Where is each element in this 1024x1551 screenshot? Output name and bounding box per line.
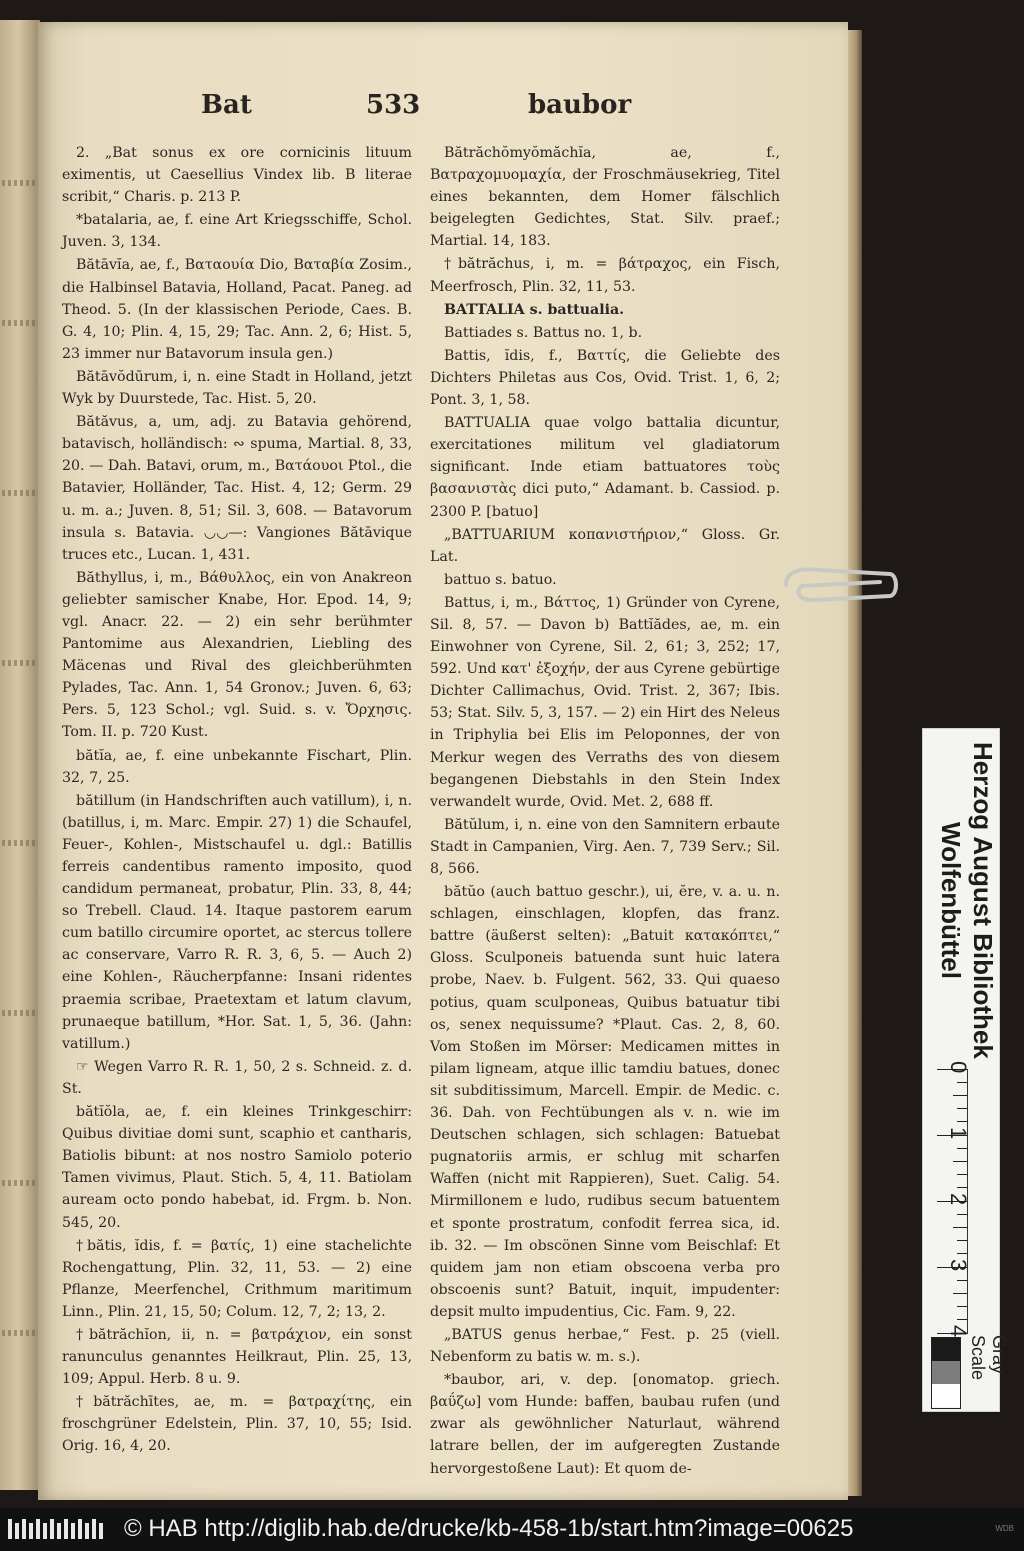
dictionary-entry: ☞ Wegen Varro R. R. 1, 50, 2 s. Schneid. z. d. St.: [62, 1058, 412, 1097]
gray-scale-label: Gray Scale: [968, 1335, 1009, 1381]
copyright-bar: [0, 1508, 1024, 1551]
dictionary-entry: 2. „Bat sonus ex ore cornicinis lituum eximentis, ut Caesellius Vindex lib. B literae scribit,“ Charis. p. 213 P.: [62, 145, 412, 206]
left-column: [62, 142, 412, 1458]
dictionary-entry: bătĭa, ae, f. eine unbekannte Fischart, Plin. 32, 7, 25.: [62, 747, 412, 786]
corner-mark: WDB: [995, 1524, 1014, 1533]
dictionary-entry: Bătrăchŏmyŏmăchĭa, ae, f., Βατραχομυομαχία, der Froschmäusekrieg, Titel eines bekannten, dem Homer fälschlich beigelegten Gedichtes, Stat. Silv. praef.; Martial. 14, 183.: [430, 145, 780, 250]
page-number: 533: [366, 90, 421, 120]
dictionary-entry: Băthyllus, i, m., Βάθυλλος, ein von Anakreon geliebter samischer Knabe, Hor. Epod. 14, 9; vgl. Anacr. 22. — 2) ein sehr berühmter Pantomime aus Alexandrien, Liebling des Mäcenas und Rival des gleichberühmten Pylades, Tac. Ann. 1, 54 Gronov.; Juven. 6, 63; Pers. 5, 123 Schol.; vgl. Suid. s. v. Ὄρχησις. Tom. II. p. 720 Kust.: [62, 569, 412, 741]
dictionary-entry: Battiades s. Battus no. 1, b.: [444, 324, 643, 341]
book-page: [38, 22, 848, 1500]
scale-number: 3: [946, 1259, 971, 1272]
dictionary-entry: *batalaria, ae, f. eine Art Kriegsschiffe, Schol. Juven. 3, 134.: [62, 212, 412, 251]
dictionary-entry: †bătrăchĭon, ii, n. = βατράχιον, ein sonst ranunculus genanntes Heilkraut, Plin. 25, 13, 109; Appul. Herb. 8 u. 9.: [62, 1326, 412, 1388]
hab-logo-icon: [6, 1516, 110, 1542]
scale-ruler: [923, 1061, 971, 1338]
scale-number: 0: [946, 1061, 971, 1074]
dictionary-entry: „BATTUARIUM κοπανιστήριον,“ Gloss. Gr. Lat.: [430, 526, 780, 565]
facing-page-edge: [0, 20, 40, 1490]
gray-swatches: [931, 1337, 961, 1409]
dictionary-entry: battuo s. batuo.: [444, 571, 557, 588]
dictionary-entry: †bătrăchītes, ae, m. = βατραχίτης, ein froschgrüner Edelstein, Plin. 37, 10, 55; Isid. Orig. 16, 4, 20.: [62, 1394, 412, 1455]
dictionary-entry: *baubor, ari, v. dep. [onomatop. griech. βαΰζω] vom Hunde: baffen, baubau rufen (und zwar als gewöhnlicher Naturlaut, während latrare bellen, der im aufgeregten Zustande hervorgestoßene Laut): Et quom de-: [430, 1372, 780, 1477]
dictionary-entry: Battis, ĭdis, f., Βαττίς, die Geliebte des Dichters Philetas aus Cos, Ovid. Trist. 1, 6, 2; Pont. 3, 1, 58.: [430, 347, 780, 409]
dictionary-entry: bătĭŏla, ae, f. ein kleines Trinkgeschirr: Quibus divitiae domi sunt, scaphio et cantharis, Batiolis bibunt: at nos nostro Samiolo poterio Tamen vivimus, Plaut. Stich. 5, 4, 11. Batiolam auream octo pondo habebat, id. Frgm. b. Non. 545, 20.: [62, 1104, 412, 1231]
color-calibration-card: [922, 728, 1009, 1412]
dictionary-entry: bătillum (in Handschriften auch vatillum), i, n. (batillus, i, m. Marc. Empir. 27) 1) die Schaufel, Feuer-, Kohlen-, Mistschaufel u. dgl.: Batillis ferreis candentibus ramento imposito, quod candidum permaneat, probatur, Plin. 33, 8, 44; so Trebell. Claud. 14. Itaque pastorem earum cum batillo circumire oportet, ac stercus tollere ac conservare, Varro R. R. 3, 6, 5. — Auch 2) eine Kohlen-, Räucherpfanne: Insani ridentes praemia scribae, Praetextam et latum clavum, prunaeque batillum, *Hor. Sat. 1, 5, 36. (Jahn: vatillum.): [62, 792, 412, 1052]
scale-number: 2: [946, 1193, 971, 1206]
dictionary-entry: bătŭo (auch battuo geschr.), ui, ĕre, v. a. u. n. schlagen, einschlagen, klopfen, das franz. battre (äußerst selten): „Batuit κατακόπτει,“ Gloss. Sculponeis batuenda sunt huic latera probe, Naev. b. Fulgent. 562, 33. Qui quaeso potius, quam sculponeas, Quibus batuatur tibi os, senex nequissume? *Plaut. Cas. 2, 8, 60. Vom Stoßen im Mörser: Medicamen mittes in pilam ligneam, atque illic tamdiu batues, donec sit subditissimum, Marcell. Empir. de Medic. c. 36. Dah. von Fechtübungen als v. n. wie im Deutschen schlagen, sich schlagen: Batuebat pugnatoriis armis, er schlug mit scharfen Waffen (nicht mit Rappieren), Suet. Calig. 54. Mirmillonem e ludo, rudibus secum batuentem et sponte prostratum, confodit ferrea sica, id. ib. 32. — Im obscönen Sinne vom Beischlaf: Et quidem jam non etiam obscoena verba pro obscoenis sunt? Batuit, inquit, impudenter: depsit multo impudentius, Cic. Fam. 9, 22.: [430, 884, 780, 1320]
copyright-text: © HAB http://diglib.hab.de/drucke/kb-458-1b/start.htm?image=00625: [124, 1515, 854, 1542]
scale-number: 4: [946, 1325, 971, 1338]
gray-swatch: [932, 1384, 960, 1407]
dictionary-entry: Bătāvĭa, ae, f., Βαταουία Dio, Βαταβία Zosim., die Halbinsel Batavia, Holland, Pacat. Paneg. ad Theod. 5. (In der klassischen Periode, Caes. B. G. 4, 10; Plin. 4, 15, 29; Tac. Ann. 2, 6; Hist. 5, 23 immer nur Batavorum insula gen.): [62, 257, 412, 362]
gray-swatch: [932, 1361, 960, 1384]
dictionary-entry: BATTALIA s. battualia.: [444, 301, 625, 318]
dictionary-entry: Bătŭlum, i, n. eine von den Samnitern erbaute Stadt in Campanien, Virg. Aen. 7, 739 Serv.; Sil. 8, 566.: [430, 816, 780, 877]
running-head: [38, 90, 848, 130]
scale-number: 1: [946, 1127, 971, 1140]
running-head-left: Bat: [201, 90, 252, 120]
dictionary-entry: †bătrăchus, i, m. = βάτραχος, ein Fisch, Meerfrosch, Plin. 32, 11, 53.: [430, 256, 780, 295]
paper-clip-icon: [780, 562, 900, 608]
dictionary-entry: „BATUS genus herbae,“ Fest. p. 25 (viell. Nebenform zu batis w. m. s.).: [430, 1326, 780, 1366]
dictionary-entry: Battus, i, m., Βάττος, 1) Gründer von Cyrene, Sil. 8, 57. — Davon b) Battĭădes, ae, m. ein Einwohner von Cyrene, Sil. 2, 61; 3, 252; 17, 592. Und κατ' ἐξοχήν, der aus Cyrene gebürtige Dichter Callimachus, Ovid. Trist. 2, 367; Ibis. 53; Stat. Silv. 5, 3, 157. — 2) ein Hirt des Neleus in Triphylia bei Elis im Peloponnes, der von Merkur wegen des Verraths des von diesem begangenen Diebstahls in den Stein Index verwandelt wurde, Ovid. Met. 2, 688 ff.: [430, 594, 780, 810]
dictionary-entry: †bătis, ĭdis, f. = βατίς, 1) eine stachelichte Rochengattung, Plin. 32, 11, 53. — 2) eine Pflanze, Meerfenchel, Crithmum maritimum Linn., Plin. 21, 15, 50; Colum. 12, 7, 2; 13, 2.: [62, 1237, 412, 1320]
right-column: [430, 142, 780, 1480]
dictionary-entry: BATTUALIA quae volgo battalia dicuntur, exercitationes militum vel gladiatorum significant. Inde etiam battuatores τοὺς βασανιστὰς dici puto,“ Adamant. b. Cassiod. p. 2300 P. [batuo]: [430, 415, 780, 520]
page-fore-edge: [848, 30, 862, 1496]
dictionary-entry: Bătāvŏdūrum, i, n. eine Stadt in Holland, jetzt Wyk by Duurstede, Tac. Hist. 5, 20.: [62, 368, 412, 408]
dictionary-entry: Bătăvus, a, um, adj. zu Batavia gehörend, batavisch, holländisch: ∾ spuma, Martial. 8, 33, 20. — Dah. Batavi, orum, m., Βατάουοι Ptol., die Batavier, Holländer, Tac. Hist. 4, 12; Germ. 29 u. m. a.; Juven. 8, 51; Sil. 3, 608. — Batavorum insula s. Batavia. ◡◡—: Vangiones Bătāvique truces etc., Lucan. 1, 431.: [62, 414, 412, 563]
library-name: Herzog August Bibliothek Wolfenbüttel: [936, 741, 998, 1059]
running-head-right: baubor: [528, 90, 632, 120]
gray-swatch: [932, 1338, 960, 1361]
